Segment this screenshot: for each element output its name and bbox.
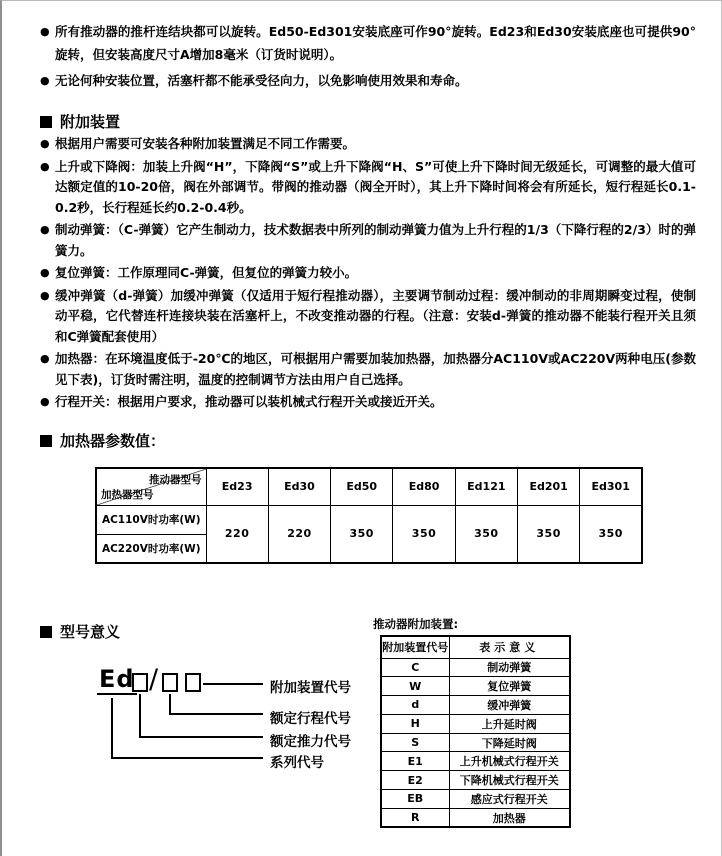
- meaning-cell: 加热器: [449, 808, 570, 827]
- accessory-code-box: [185, 673, 201, 692]
- section-marker-icon: [40, 116, 52, 128]
- stroke-code-box: [162, 673, 178, 692]
- table-row: [96, 505, 642, 534]
- callout-label-series-code: 系列代号: [270, 755, 324, 771]
- column-header: Ed80: [393, 468, 455, 505]
- accessory-table-caption: 推动器附加装置:: [373, 617, 459, 631]
- series-prefix-text: Ed: [99, 665, 135, 693]
- section-title-attachments: [40, 111, 120, 132]
- table-row: [381, 714, 570, 733]
- corner-label-actuator-model: 推动器型号: [149, 474, 202, 486]
- meaning-cell: 缓冲弹簧: [449, 696, 570, 715]
- column-header: Ed23: [206, 468, 268, 505]
- thrust-code-box: [132, 673, 148, 692]
- power-value-cell: 350: [331, 505, 393, 563]
- section-title-heater-params: [40, 430, 165, 451]
- section-title-text: 加热器参数值：: [60, 432, 166, 450]
- code-cell: W: [381, 677, 449, 696]
- code-cell: H: [381, 714, 449, 733]
- column-header: Ed50: [331, 468, 393, 505]
- callout-line: [203, 683, 263, 685]
- corner-label-heater-model: 加热器型号: [101, 488, 154, 501]
- bullet-item: ● 加热器：在环境温度低于-20℃的地区，可根据用户需要加装加热器，加热器分AC110V或AC220V两种电压(参数见下表)，订货时需注明，温度的控制调节方法由用户自己选择。: [40, 349, 696, 390]
- meaning-cell: 下降机械式行程开关: [449, 771, 570, 790]
- column-header: Ed121: [455, 468, 517, 505]
- row-label-ac220v: AC220V时功率(W): [96, 534, 206, 563]
- intro-bullet-list: [40, 21, 696, 97]
- code-cell: E1: [381, 752, 449, 771]
- section-marker-icon: [40, 626, 52, 638]
- callout-label-stroke-code: 额定行程代号: [270, 711, 351, 727]
- table-row: [381, 677, 570, 696]
- meaning-cell: 上升延时阀: [449, 714, 570, 733]
- bullet-item: ● 复位弹簧：工作原理同C-弹簧，但复位的弹簧力较小。: [40, 263, 696, 284]
- column-header-meaning: 表示意义: [449, 636, 570, 658]
- column-header: Ed30: [268, 468, 330, 505]
- table-row: [381, 771, 570, 790]
- meaning-cell: 感应式行程开关: [449, 790, 570, 809]
- table-row: [381, 696, 570, 715]
- table-row: [381, 658, 570, 677]
- meaning-cell: 复位弹簧: [449, 677, 570, 696]
- meaning-cell: 下降延时阀: [449, 733, 570, 752]
- column-header: Ed301: [580, 468, 642, 505]
- row-label-ac110v: AC110V时功率(W): [96, 505, 206, 534]
- code-cell: C: [381, 658, 449, 677]
- model-code-diagram: [38, 661, 378, 791]
- section-title-text: 型号意义: [60, 623, 121, 641]
- power-value-cell: 220: [206, 505, 268, 563]
- table-row: [381, 752, 570, 771]
- table-header-row: [381, 636, 570, 658]
- code-separator: /: [149, 664, 159, 695]
- table-row: [381, 733, 570, 752]
- column-header: Ed201: [517, 468, 579, 505]
- section-title-text: 附加装置: [60, 113, 121, 131]
- table-row: [381, 790, 570, 809]
- attachments-bullet-list: [40, 134, 696, 415]
- power-value-cell: 220: [268, 505, 330, 563]
- column-header-code: 附加装置代号: [381, 636, 449, 658]
- code-cell: R: [381, 808, 449, 827]
- callout-label-accessory-code: 附加装置代号: [270, 680, 351, 696]
- bullet-item: ● 制动弹簧：（C-弹簧）它产生制动力，技术数据表中所列的制动弹簧力值为上升行程的1/3（下降行程的2/3）时的弹簧力。: [40, 220, 696, 261]
- code-cell: E2: [381, 771, 449, 790]
- meaning-cell: 上升机械式行程开关: [449, 752, 570, 771]
- power-value-cell: 350: [580, 505, 642, 563]
- bullet-item: ● 根据用户需要可安装各种附加装置满足不同工作需要。: [40, 134, 696, 155]
- table-row: [381, 808, 570, 827]
- table-header-row: [96, 468, 642, 505]
- code-cell: S: [381, 733, 449, 752]
- bullet-item: ● 无论何种安装位置，活塞杆都不能承受径向力，以免影响使用效果和寿命。: [40, 70, 696, 93]
- section-marker-icon: [40, 435, 52, 447]
- bullet-item: ● 所有推动器的推杆连结块都可以旋转。Ed50-Ed301安装底座可作90°旋转。Ed23和Ed30安装底座也可提供90°旋转，但安装高度尺寸A增加8毫米（订货时说明）。: [40, 21, 696, 66]
- power-value-cell: 350: [393, 505, 455, 563]
- bullet-item: ● 行程开关：根据用户要求，推动器可以装机械式行程开关或接近开关。: [40, 392, 696, 413]
- accessory-code-table: [380, 635, 571, 828]
- meaning-cell: 制动弹簧: [449, 658, 570, 677]
- code-cell: d: [381, 696, 449, 715]
- callout-line: [111, 698, 263, 759]
- section-title-model-meaning: [40, 621, 120, 642]
- callout-label-thrust-code: 额定推力代号: [270, 734, 351, 750]
- diagonal-corner-cell: [96, 468, 206, 505]
- heater-power-table: [95, 467, 643, 564]
- power-value-cell: 350: [455, 505, 517, 563]
- code-cell: EB: [381, 790, 449, 809]
- bullet-item: ● 上升或下降阀：加装上升阀“H”，下降阀“S”或上升下降阀“H、S”可使上升下降时间无级延长，可调整的最大值可达额定值的10-20倍，阀在外部调节。带阀的推动器（阀全开时），其上升下降时间将会有所延长，短行程延长0.1-0.2秒，长行程延长约0.2-0.4秒。: [40, 157, 696, 219]
- bullet-item: ● 缓冲弹簧（d-弹簧）加缓冲弹簧（仅适用于短行程推动器），主要调节制动过程：缓冲制动的非周期瞬变过程，使制动平稳，它代替连杆连接块装在活塞杆上，不改变推动器的行程。（注意：安装d-弹簧的推动器不能装行程开关且须和C弹簧配套使用）: [40, 286, 696, 348]
- power-value-cell: 350: [517, 505, 579, 563]
